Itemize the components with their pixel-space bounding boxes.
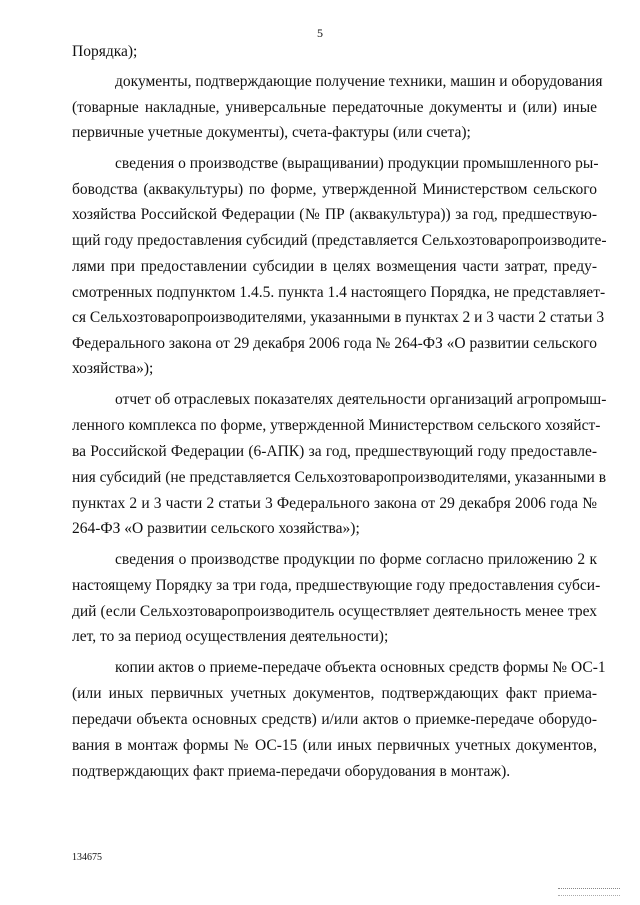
text-line: ся Сельхозтоваропроизводителями, указанными в пунктах 2 и 3 части 2 статьи 3 xyxy=(72,309,605,326)
text-line: первичные учетные документы), счета-фактуры (или счета); xyxy=(72,124,471,141)
text-line: сведения о производстве продукции по форме согласно приложению 2 к xyxy=(115,551,597,568)
text-line: боводства (аквакультуры) по форме, утвержденной Министерством сельского xyxy=(72,181,597,198)
text-line: лет, то за период осуществления деятельности); xyxy=(72,628,389,645)
text-line: (товарные накладные, универсальные передаточные документы и (или) иные xyxy=(72,99,597,116)
text-line: (или иных первичных учетных документов, подтверждающих факт приема- xyxy=(72,685,597,702)
text-line: Федерального закона от 29 декабря 2006 года № 264-ФЗ «О развитии сельского xyxy=(72,335,597,352)
text-line: пунктах 2 и 3 части 2 статьи 3 Федерального закона от 29 декабря 2006 года № xyxy=(72,495,597,512)
text-line: копии актов о приеме-передаче объекта основных средств формы № ОС-1 xyxy=(115,659,606,676)
text-line: вания в монтаж формы № ОС-15 (или иных первичных учетных документов, xyxy=(72,737,597,754)
scan-artifact xyxy=(558,888,620,896)
text-line: щий году предоставления субсидий (представляется Сельхозтоваропроизводите- xyxy=(72,232,607,249)
text-line: ва Российской Федерации (6-АПК) за год, предшествующий году предоставле- xyxy=(72,443,597,460)
text-line: сведения о производстве (выращивании) продукции промышленного ры- xyxy=(115,155,599,172)
text-line: хозяйства Российской Федерации (№ ПР (аквакультура)) за год, предшествую- xyxy=(72,206,597,223)
text-line: 264-ФЗ «О развитии сельского хозяйства»); xyxy=(72,520,360,537)
text-line: ленного комплекса по форме, утвержденной Министерством сельского хозяйст- xyxy=(72,417,601,434)
text-line: подтверждающих факт приема-передачи оборудования в монтаж). xyxy=(72,763,511,780)
text-line: смотренных подпунктом 1.4.5. пункта 1.4 настоящего Порядка, не представляет- xyxy=(72,284,606,301)
text-line: настоящему Порядку за три года, предшествующие году предоставления субси- xyxy=(72,577,601,594)
text-line: хозяйства»); xyxy=(72,360,154,377)
text-line: документы, подтверждающие получение техники, машин и оборудования xyxy=(115,73,603,90)
page-number: 5 xyxy=(317,26,323,40)
text-line: отчет об отраслевых показателях деятельности организаций агропромыш- xyxy=(115,391,607,408)
text-line: ния субсидий (не представляется Сельхозтоваропроизводителями, указанными в xyxy=(72,469,607,486)
text-line: лями при предоставлении субсидии в целях возмещения части затрат, преду- xyxy=(72,258,597,275)
document-code: 134675 xyxy=(72,852,102,863)
text-line: передачи объекта основных средств) и/или актов о приемке-передаче оборудо- xyxy=(72,711,597,728)
text-line: дий (если Сельхозтоваропроизводитель осуществляет деятельность менее трех xyxy=(72,603,597,620)
text-line: Порядка); xyxy=(72,43,138,60)
